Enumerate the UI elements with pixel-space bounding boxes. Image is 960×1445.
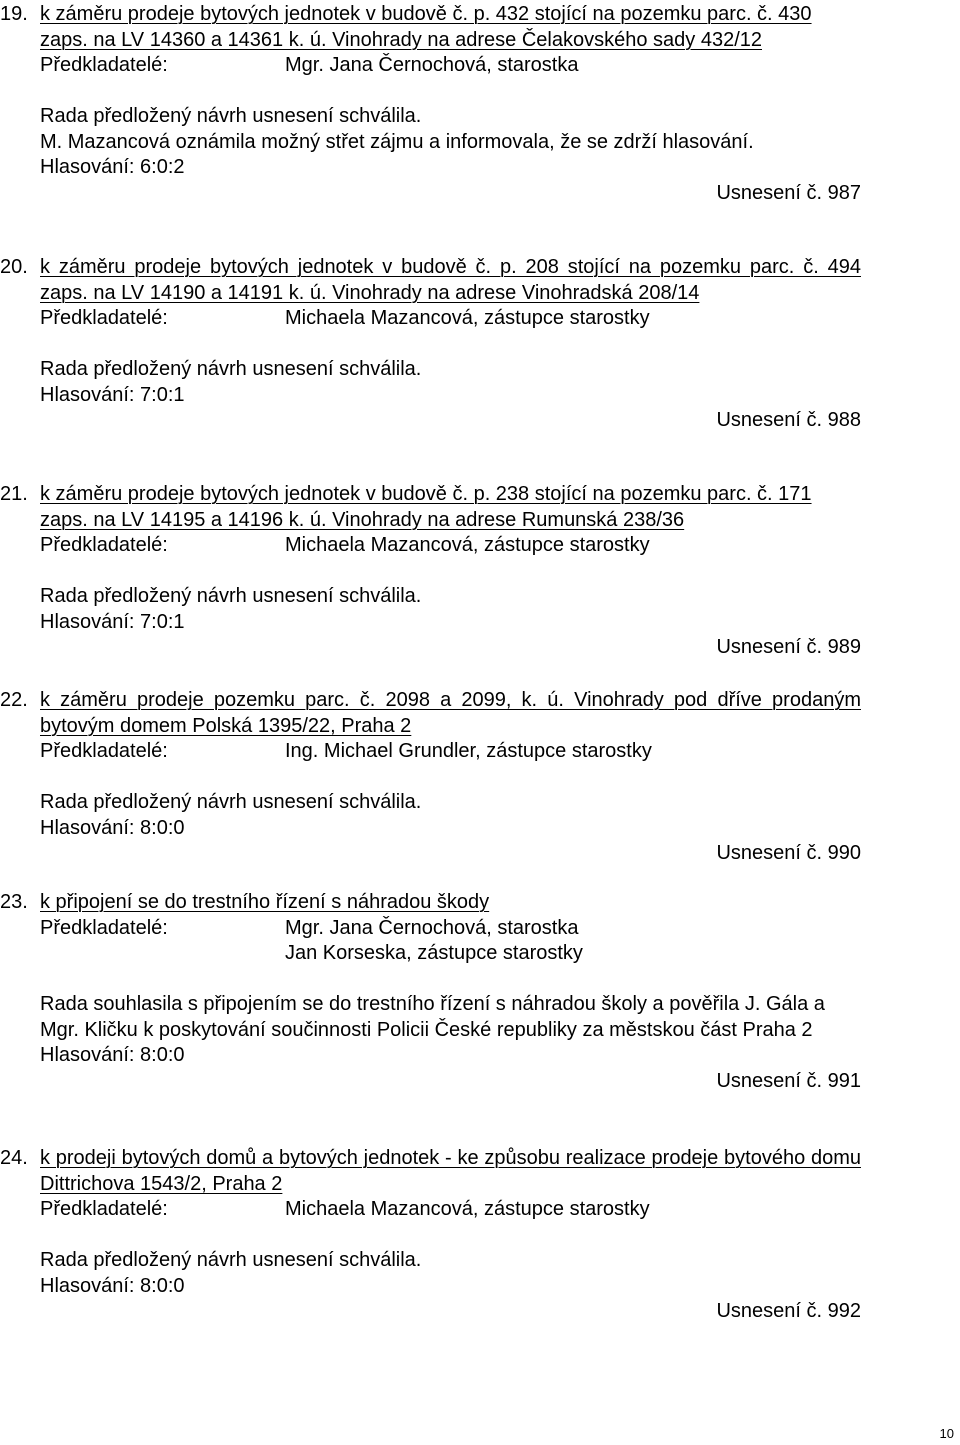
- decision-text: Rada předložený návrh usnesení schválila.: [40, 585, 422, 607]
- presenters-row: [40, 916, 861, 967]
- item-title: k prodeji bytových domů a bytových jednotek - ke způsobu realizace prodeje bytového domu Dittrichova 1543/2, Praha 2: [40, 1147, 861, 1195]
- resolution-number: Usnesení č. 988: [716, 409, 861, 431]
- agenda-item-21: [0, 482, 960, 661]
- presenter: Michaela Mazancová, zástupce starostky: [285, 307, 650, 329]
- vote-result: Hlasování: 7:0:1: [40, 383, 185, 406]
- item-number: 21.: [0, 483, 28, 505]
- presenters-label: Předkladatelé:: [40, 54, 168, 76]
- agenda-item-19: [0, 2, 960, 206]
- vote-result: Hlasování: 8:0:0: [40, 1044, 185, 1066]
- item-title: k záměru prodeje bytových jednotek v budově č. p. 432 stojící na pozemku parc. č. 430 zaps. na LV 14360 a 14361 k. ú. Vinohrady na adrese Čelakovského sady 432/12: [40, 3, 812, 51]
- item-number: 19.: [0, 3, 28, 25]
- item-number: 24.: [0, 1147, 28, 1169]
- decision-text: Rada předložený návrh usnesení schválila.: [40, 791, 422, 813]
- presenters-label: Předkladatelé:: [40, 916, 168, 939]
- resolution-number: Usnesení č. 987: [716, 181, 861, 204]
- item-number: 22.: [0, 689, 28, 711]
- item-title: k záměru prodeje bytových jednotek v budově č. p. 208 stojící na pozemku parc. č. 494 zaps. na LV 14190 a 14191 k. ú. Vinohrady na adrese Vinohradská 208/14: [40, 256, 861, 304]
- agenda-item-20: [0, 255, 960, 434]
- presenter: Ing. Michael Grundler, zástupce starostky: [285, 740, 652, 762]
- item-title: k záměru prodeje bytových jednotek v budově č. p. 238 stojící na pozemku parc. č. 171 zaps. na LV 14195 a 14196 k. ú. Vinohrady na adrese Rumunská 238/36: [40, 483, 812, 531]
- presenter: Jan Korseska, zástupce starostky: [285, 942, 583, 964]
- presenter: Mgr. Jana Černochová, starostka: [285, 916, 579, 939]
- presenters-row: [40, 739, 861, 765]
- presenters-row: [40, 1197, 861, 1223]
- conflict-note: M. Mazancová oznámila možný střet zájmu a informovala, že se zdrží hlasování.: [40, 130, 754, 153]
- decision-text: Rada předložený návrh usnesení schválila.: [40, 1249, 422, 1271]
- presenter: Michaela Mazancová, zástupce starostky: [285, 534, 650, 556]
- presenters-row: [40, 533, 861, 559]
- item-number: 20.: [0, 256, 28, 278]
- vote-result: Hlasování: 8:0:0: [40, 1274, 185, 1297]
- agenda-item-22: [0, 688, 960, 867]
- resolution-number: Usnesení č. 990: [716, 842, 861, 864]
- presenters-row: [40, 53, 861, 79]
- resolution-number: Usnesení č. 991: [716, 1069, 861, 1092]
- decision-text: Rada souhlasila s připojením se do trestního řízení s náhradou školy a pověřila J. Gála a Mgr. Kličku k poskytování součinnosti Policii České republiky za městskou část Praha 2: [40, 993, 825, 1041]
- item-title: k záměru prodeje pozemku parc. č. 2098 a 2099, k. ú. Vinohrady pod dříve prodaným bytovým domem Polská 1395/22, Praha 2: [40, 689, 861, 737]
- presenters-label: Předkladatelé:: [40, 1198, 168, 1220]
- presenter: Michaela Mazancová, zástupce starostky: [285, 1198, 650, 1220]
- presenters-label: Předkladatelé:: [40, 534, 168, 556]
- vote-result: Hlasování: 8:0:0: [40, 816, 185, 839]
- resolution-number: Usnesení č. 992: [716, 1300, 861, 1322]
- presenters-label: Předkladatelé:: [40, 740, 168, 762]
- item-title: k připojení se do trestního řízení s náhradou škody: [40, 891, 490, 913]
- agenda-item-23: [0, 890, 960, 1094]
- page-number: 10: [939, 1426, 954, 1441]
- resolution-number: Usnesení č. 989: [716, 636, 861, 658]
- vote-result: Hlasování: 6:0:2: [40, 156, 185, 178]
- decision-text: Rada předložený návrh usnesení schválila.: [40, 105, 422, 127]
- vote-result: Hlasování: 7:0:1: [40, 610, 185, 633]
- presenters-row: [40, 306, 861, 332]
- agenda-item-24: [0, 1146, 960, 1325]
- presenters-label: Předkladatelé:: [40, 307, 168, 329]
- presenter: Mgr. Jana Černochová, starostka: [285, 54, 579, 76]
- item-number: 23.: [0, 891, 28, 913]
- decision-text: Rada předložený návrh usnesení schválila.: [40, 358, 422, 380]
